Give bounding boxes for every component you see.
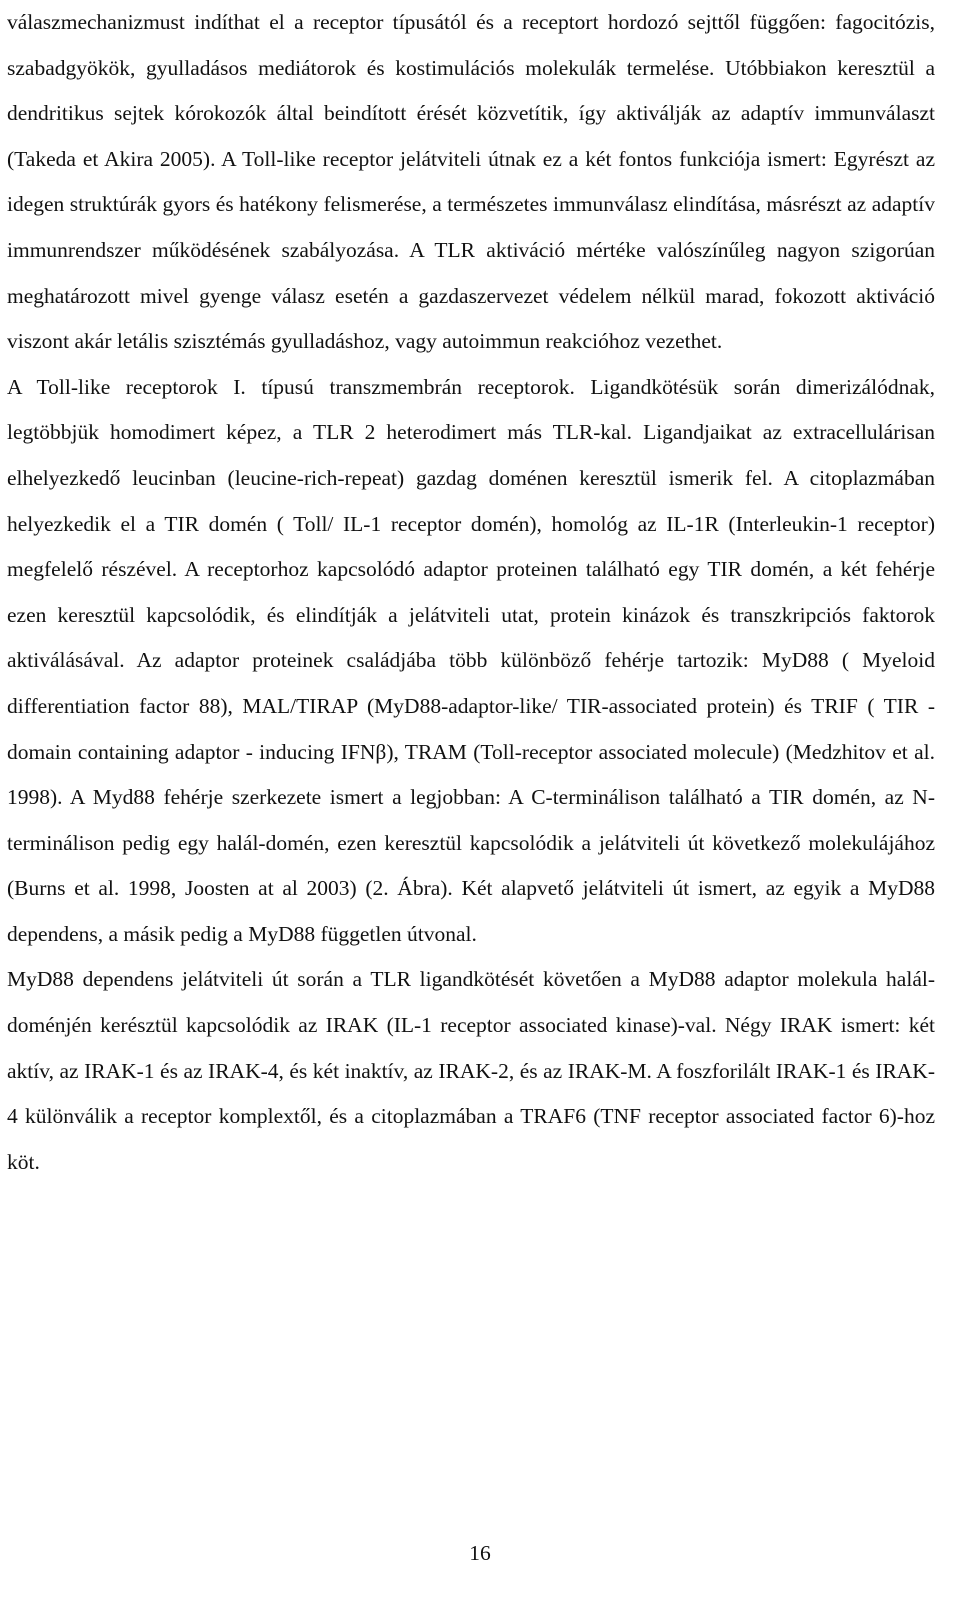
paragraph-2: A Toll-like receptorok I. típusú transzmembrán receptorok. Ligandkötésük során dimerizálódnak, legtöbbjük homodimert képez, a TLR 2 heterodimert más TLR-kal. Ligandjaikat az extracellulárisan elhelyezkedő leucinban (leucine-rich-repeat) gazdag doménen keresztül ismerik fel. A citoplazmában helyezkedik el a TIR domén ( Toll/ IL-1 receptor domén), homológ az IL-1R (Interleukin-1 receptor) megfelelő részével. A receptorhoz kapcsolódó adaptor proteinen található egy TIR domén, a két fehérje ezen keresztül kapcsolódik, és elindítják a jelátviteli utat, protein kinázok és transzkripciós faktorok aktiválásával. Az adaptor proteinek családjába több különböző fehérje tartozik: MyD88 ( Myeloid differentiation factor 88), MAL/TIRAP (MyD88-adaptor-like/ TIR-associated protein) és TRIF ( TIR -domain containing adaptor - inducing IFNβ), TRAM (Toll-receptor associated molecule) (Medzhitov et al. 1998). A Myd88 fehérje szerkezete ismert a legjobban: A C-terminálison található a TIR domén, az N-terminálison pedig egy halál-domén, ezen keresztül kapcsolódik a jelátviteli út következő molekulájához (Burns et al. 1998, Joosten at al 2003) (2. Ábra). Két alapvető jelátviteli út ismert, az egyik a MyD88 dependens, a másik pedig a MyD88 független útvonal. <box>7 374 935 946</box>
document-page <box>7 0 935 1185</box>
paragraph-1: válaszmechanizmust indíthat el a receptor típusától és a receptort hordozó sejttől függően: fagocitózis, szabadgyökök, gyulladásos mediátorok és kostimulációs molekulák termelése. Utóbbiakon keresztül a dendritikus sejtek kórokozók által beindított érését közvetítik, így aktiválják az adaptív immunválaszt (Takeda et Akira 2005). A Toll-like receptor jelátviteli útnak ez a két fontos funkciója ismert: Egyrészt az idegen struktúrák gyors és hatékony felismerése, a természetes immunválasz elindítása, másrészt az adaptív immunrendszer működésének szabályozása. A TLR aktiváció mértéke valószínűleg nagyon szigorúan meghatározott mivel gyenge válasz esetén a gazdaszervezet védelem nélkül marad, fokozott aktiváció viszont akár letális szisztémás gyulladáshoz, vagy autoimmun reakcióhoz vezethet. <box>7 10 935 354</box>
paragraph-3: MyD88 dependens jelátviteli út során a TLR ligandkötését követően a MyD88 adaptor molekula halál-doménjén kerésztül kapcsolódik az IRAK (IL-1 receptor associated kinase)-val. Négy IRAK ismert: két aktív, az IRAK-1 és az IRAK-4, és két inaktív, az IRAK-2, és az IRAK-M. A foszforilált IRAK-1 és IRAK-4 különválik a receptor komplextől, és a citoplazmában a TRAF6 (TNF receptor associated factor 6)-hoz köt. <box>7 967 935 1174</box>
page-number: 16 <box>469 1541 491 1565</box>
